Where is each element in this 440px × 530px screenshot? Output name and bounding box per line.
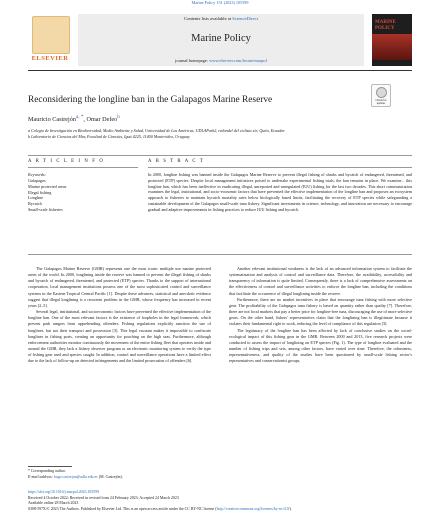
keyword: Illegal fishing xyxy=(28,189,52,195)
article-metadata xyxy=(28,490,412,513)
body-column-left xyxy=(28,266,211,365)
body-column-right xyxy=(229,266,412,365)
journal-cover-image[interactable] xyxy=(372,14,412,66)
journal-header xyxy=(28,14,412,66)
corresponding-author-note: * Corresponding author. xyxy=(28,469,66,473)
keyword: Small-scale fisheries xyxy=(28,206,63,212)
contents-line xyxy=(78,16,364,21)
available-online: Available online 28 March 2023 xyxy=(28,501,79,506)
elsevier-logo[interactable] xyxy=(28,16,72,62)
abstract-text: In 2000, longline fishing was banned inside the Galapagos Marine Reserve to prevent illegal fishing of sharks and bycatch of endangered, threatened, and protected (ETP) species. Despite local management initiatives poised to undertake experimental fishing trials, the ban remains in place. We examine... this longline ban, which has been ineffective in eradicating illegal, unreported and unregulated (IUU) fishing for the last two decades. This short communication examines the legal, institutional, and socio-economic factors that have prevented the effective implementation of the longline ban and proposes an ecosystem approach to fisheries to maintain bycatch mortality rates below biologically based limits, facilitating the recovery of ETP species while safeguarding a sustainable development of the Galapagos small-scale tuna fishery. Significant investments in science, technology, and innovation are necessary to encourage gradual and adaptive improvements in fishing practices to reduce IUU fishing and bycatch. xyxy=(148,172,412,212)
info-divider xyxy=(28,155,412,156)
author-list: Mauricio Castrejón$^{a, *}$, Omar Defeo$^b$ xyxy=(28,114,120,124)
affiliation: a Colegio de Investigación en Biodiversidad, Medio Ambiente y Salud, Universidad de Las Américas, UDLAPark2, redondel del ciclista s/n, Quito, Ecuador xyxy=(28,128,285,133)
keywords-label: Keywords: xyxy=(28,172,46,177)
abstract-rule xyxy=(148,167,412,168)
publisher-logo-text: ELSEVIER xyxy=(31,55,69,62)
body-paragraph: The Galapagos Marine Reserve (GMR) represents one the most iconic multiple use marine protected areas of the world. In 2000, longlining inside the reserve was banned to prevent the illegal fishing of sharks and bycatch of endangered, threatened, and protected (ETP) species. Thanks to the support of international cooperation, local management institutions possess one of the most sophisticated control and surveillance systems in the Eastern Tropical Central Pacific [1]. Despite these advances, statistical and anecdotic evidence suggest that illegal longlining is a recurrent problem in the GMR, whose frequency has increased in recent years [2–5]. xyxy=(28,266,211,308)
check-for-updates-badge[interactable] xyxy=(371,84,391,107)
body-paragraph: Another relevant institutional weakness is the lack of an advanced information system to facilitate the systematization and analysis of control and surveillance data. Therefore, the availability, accessibility and transparency of information is quite limited. Consequently, there is a lack of comprehensive assessments on the effectiveness of control and surveillance activities to enforce the longline ban, including the conditions that facilitate the occurrence of illegal longlining inside the reserve. xyxy=(229,266,412,296)
journal-banner xyxy=(78,14,364,66)
keyword: Galapagos xyxy=(28,178,46,183)
email-label: E-mail address: xyxy=(28,474,54,479)
update-icon xyxy=(376,87,387,98)
journal-title: Marine Policy xyxy=(191,33,251,44)
author-marks[interactable]: a, * xyxy=(75,114,84,120)
sciencedirect-link[interactable]: ScienceDirect xyxy=(232,16,258,21)
email-suffix: (M. Castrejón). xyxy=(97,474,123,479)
copyright-line xyxy=(28,507,412,513)
body-paragraph: Several legal, institutional, and socioeconomic factors have prevented the effective implementation of the longline ban. One of the most relevant factors is the existence of loopholes in the legal framework, which prevent park rangers from apprehending offenders. Fishing regulations explicitly sanction the use of longlines, but not their transport and possession [3]. This legal vacuum makes it impossible to confiscate longlines in fishing ports, creating an opportunity for poaching on the high seas. Furthermore, although enforcement authorities monitor continuously the movement of the entire fishing fleet that operates inside and around the GMR, they lack a fishery observer program or an electronic monitoring system to verify the type of fishing gear used and species caught. In addition, control and surveillance operations have a limited effect due to the lack of follow-up on detected infringements and the limited prosecution of offenders [6]. xyxy=(28,309,211,364)
abstract-end-divider xyxy=(28,254,412,255)
keyword: Bycatch xyxy=(28,201,42,207)
update-badge-label: Check for updates xyxy=(375,99,387,105)
affiliations xyxy=(28,128,285,140)
article-info-rule xyxy=(28,167,138,168)
footnote-rule xyxy=(28,466,72,467)
contents-prefix: Contents lists available at xyxy=(184,16,233,21)
homepage-prefix: journal homepage: xyxy=(175,58,210,63)
cover-title: MARINE POLICY xyxy=(375,20,396,31)
email-link[interactable]: hugo.castrejon@udla.edu.ec xyxy=(53,474,98,479)
copyright-text: 0308-597X/© 2023 The Authors. Published by Elsevier Ltd. This is an open access article under the CC BY-NC license ( xyxy=(28,507,217,512)
copyright-end: ). xyxy=(289,507,293,512)
doi-link[interactable]: https://doi.org/10.1016/j.marpol.2023.105599 xyxy=(28,490,100,494)
article-info-heading: A R T I C L E I N F O xyxy=(28,159,105,164)
body-paragraph: Furthermore, there are no market incentives in place that encourage tuna fishing with more selective gear. The profitability of the Galapagos tuna fishery is based on quantity rather than quality [7]. Therefore, there are not local markets that pay a better price for longline-free tuna, discouraging the use of more selective gears. On the other hand, fishers' representatives claim that the longlining ban is illegitimate because it violates their fundamental right to work, reducing the level of compliance of this regulation [3]. xyxy=(229,296,412,327)
author-marks[interactable]: b xyxy=(117,114,120,120)
received-dates: Received 4 October 2022; Received in revised form 24 February 2023; Accepted 24 March 2023 xyxy=(28,495,179,500)
license-link[interactable]: http://creativecommons.org/licenses/by-nc/4.0/ xyxy=(216,507,290,512)
keyword: Longline xyxy=(28,195,44,201)
footnotes xyxy=(28,466,412,480)
keyword: Marine protected areas xyxy=(28,183,67,189)
email-line xyxy=(28,475,412,481)
cover-artwork xyxy=(372,34,412,60)
affiliation: b Laboratorio de Ciencias del Mar, Facultad de Ciencias, Iguá 4225, 11400 Montevideo, Uruguay xyxy=(28,134,190,139)
homepage-link[interactable]: www.elsevier.com/locate/marpol xyxy=(209,58,267,63)
homepage-line xyxy=(78,58,364,63)
article-title: Reconsidering the longline ban in the Galapagos Marine Reserve xyxy=(28,95,273,105)
header-divider xyxy=(28,70,412,71)
abstract-heading: A B S T R A C T xyxy=(148,159,205,164)
journal-citation: Marine Policy 151 (2023) 105599 xyxy=(191,0,249,5)
keyword-list xyxy=(28,178,66,213)
author-name[interactable]: Mauricio Castrejón xyxy=(28,116,76,124)
author-name[interactable]: Omar Defeo xyxy=(86,116,118,124)
tree-icon xyxy=(32,16,70,54)
body-paragraph: The legitimacy of the longline ban has been affected by lack of conclusive studies on the social-ecological impact of this fishing gear in the GMR. Between 2000 and 2013, five research projects were conducted to assess the impact of longlining on ETP species (Fig. 1). The type of longline evaluated and the number of fishing trips and sets, among other factors, have varied over time. Therefore, the robustness, representativeness, and quality of the studies have been questioned by small-scale fishing sector's representatives and conservationist groups, xyxy=(229,327,412,364)
